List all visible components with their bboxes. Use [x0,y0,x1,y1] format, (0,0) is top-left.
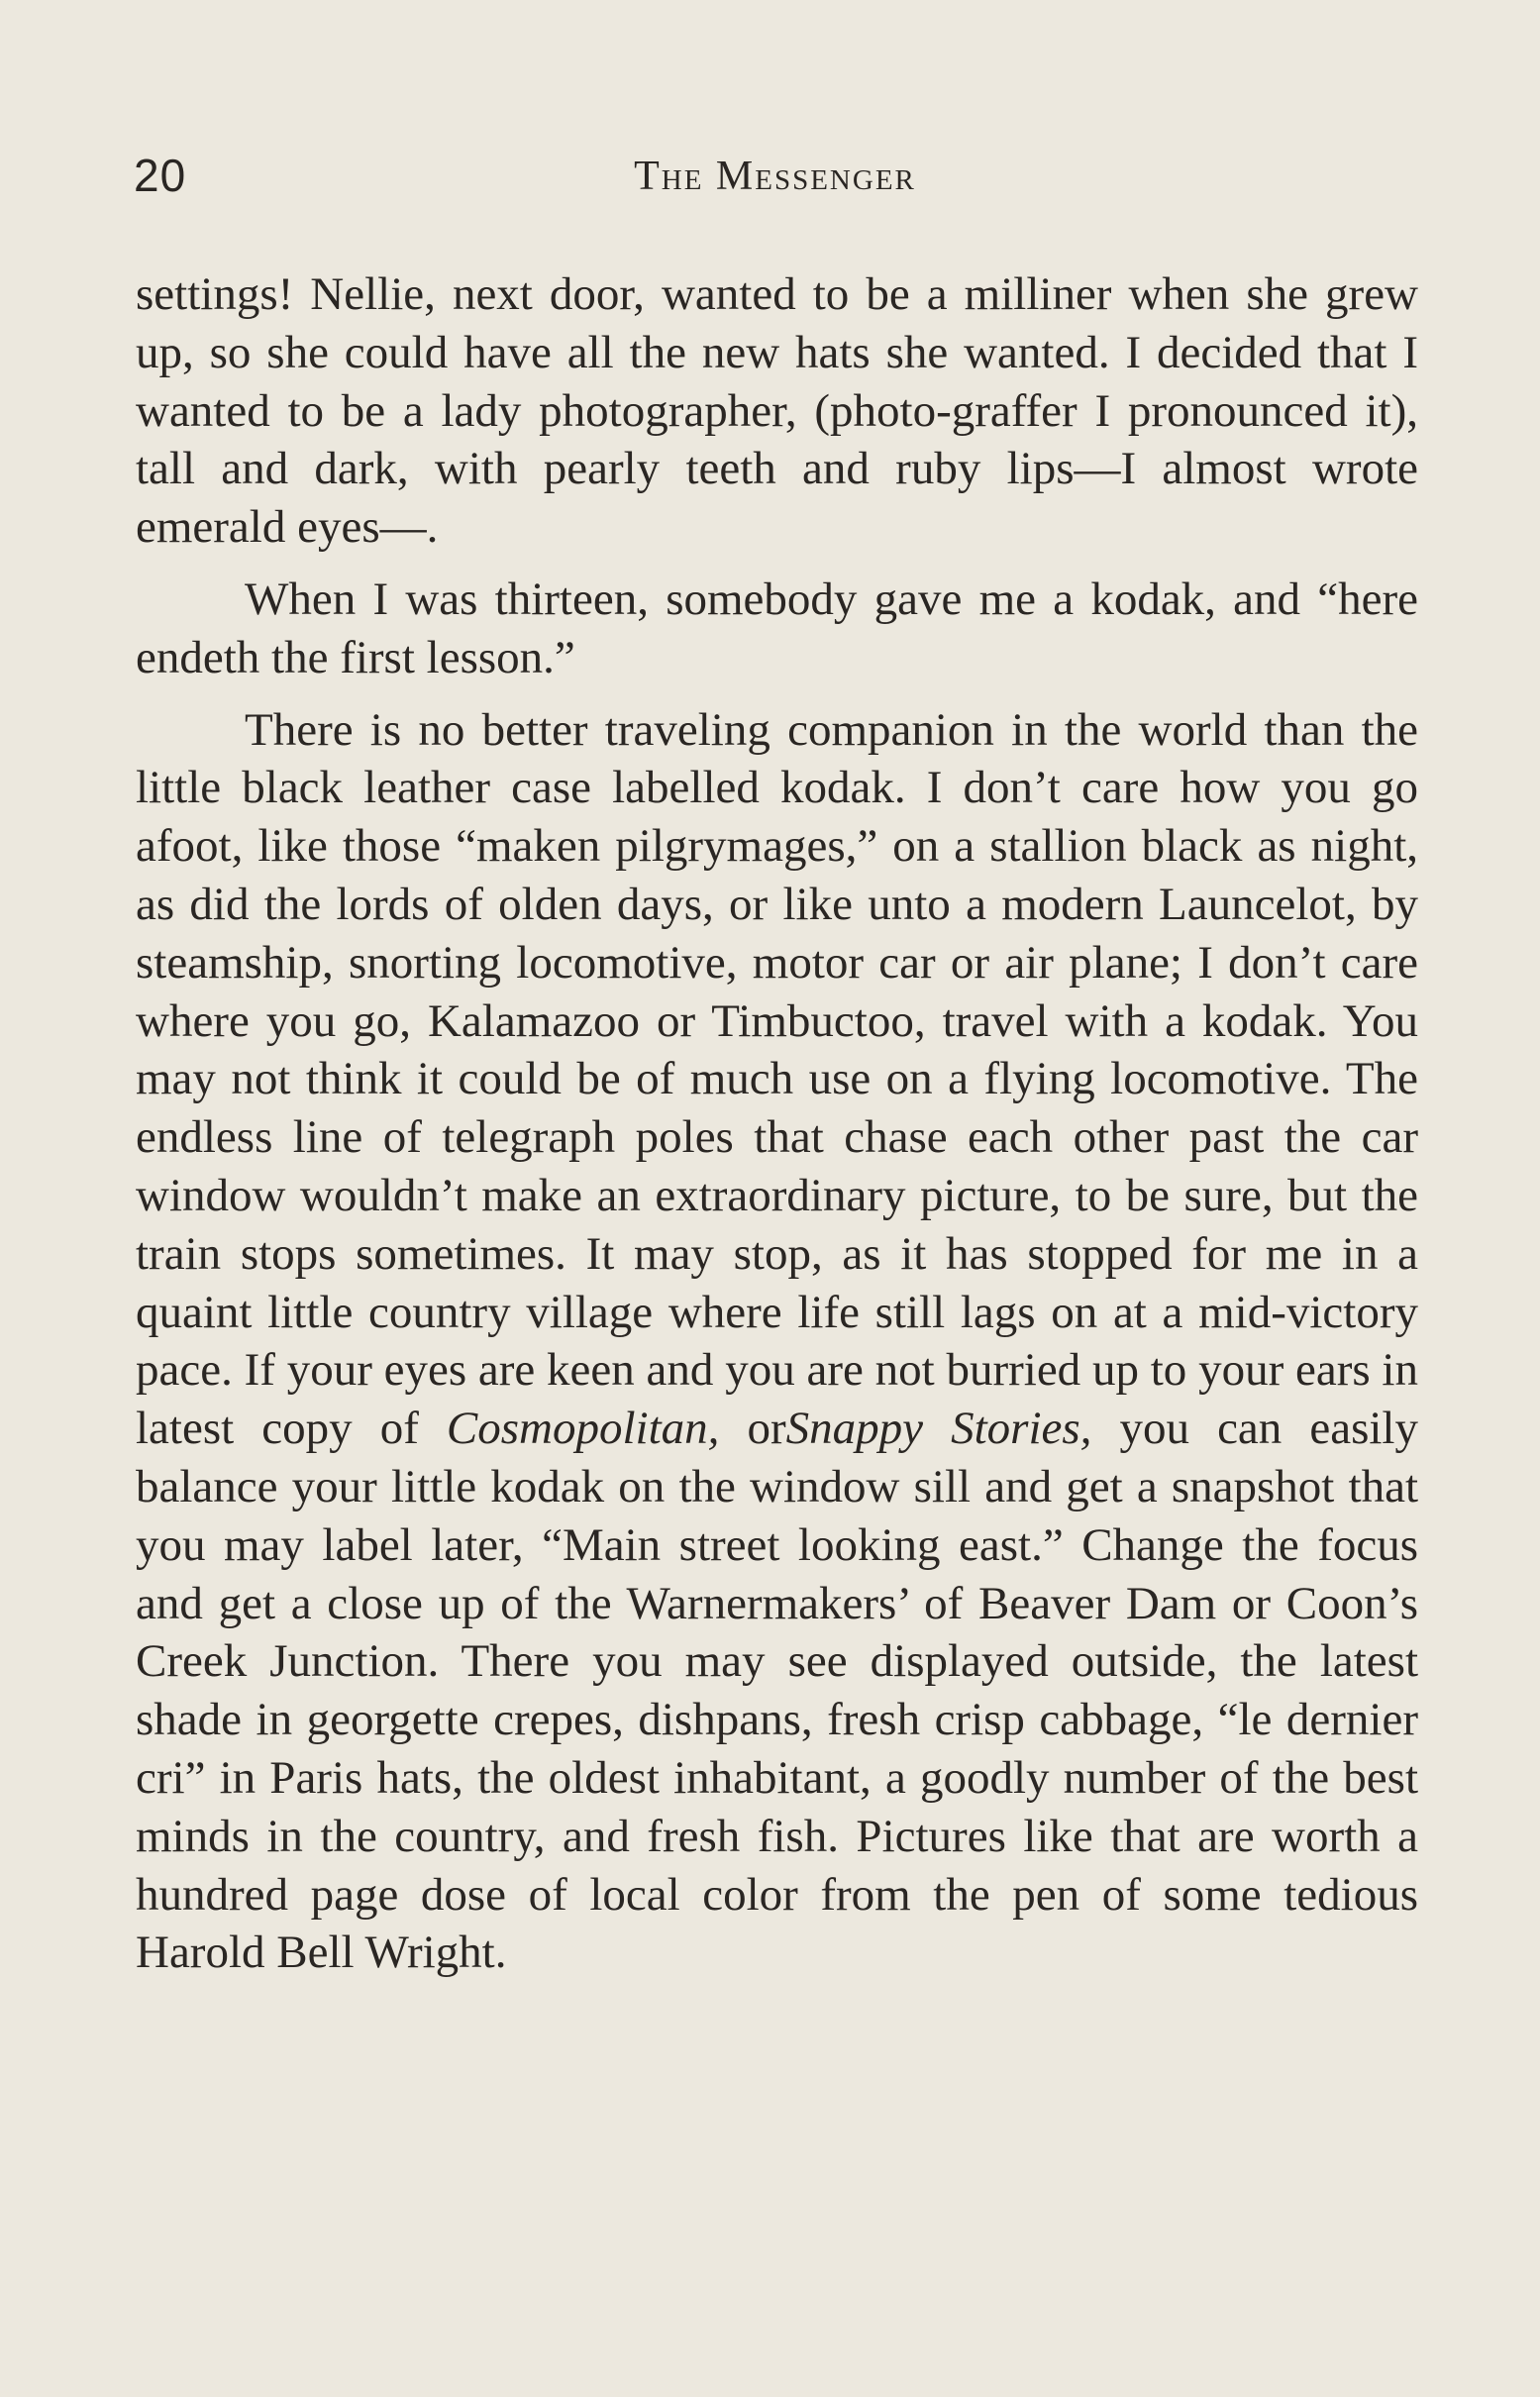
running-title: The Messenger [634,154,916,199]
paragraph-2: When I was thirteen, somebody gave me a kodak, and “here endeth the first lesson.” [136,573,1418,683]
page-number: 20 [134,150,187,201]
paragraph-3-text-a: There is no better traveling companion in the world than the little black leather case labelled kodak. I don’t care how you go afoot, like those “maken pilgrymages,” on a stallion black as night, as did the lords of olden days, or like unto a modern Launcelot, by steamship, snorting locomotive, motor car or air plane; I don’t care where you go, Kalamazoo or Timbuctoo, travel with a kodak. You may not think it could be of much use on a flying locomotive. The endless line of telegraph poles that chase each other past the car window wouldn’t make an extraordinary picture, to be sure, but the train stops sometimes. It may stop, as it has stopped for me in a quaint little country village where life still lags on at a mid-victory pace. If your eyes are keen and you are not burried up to your ears in latest copy of [136,703,1418,1455]
body-text [136,265,1418,1982]
magazine-title-snappy-stories: Snappy Stories, [785,1403,1092,1455]
page-header [134,149,1416,208]
magazine-title-cosmopolitan: Cosmopolitan, [446,1403,720,1455]
paragraph-1: settings! Nellie, next door, wanted to be a milliner when she grew up, so she could have all the new hats she wanted. I decided that I wanted to be a lady photographer, (photo-graffer I pronounced it), tall and dark, with pearly teeth and ruby lips—I almost wrote emerald eyes—. [136,268,1418,554]
paragraph-3 [136,701,1418,1983]
paragraph-3-text-c: you can easily balance your little kodak on the window sill and get a snapshot that you may label later, “Main street looking east.” Change the focus and get a close up of the Warnermakers’ of Beaver Dam or Coon’s Creek Junction. There you may see displayed outside, the latest shade in georgette crepes, dishpans, fresh crisp cabbage, “le dernier cri” in Paris hats, the oldest inhabitant, a goodly number of the best minds in the country, and fresh fish. Pictures like that are worth a hundred page dose of local color from the pen of some tedious Harold Bell Wright. [136,1403,1418,1979]
paragraph-3-text-b: or [719,1403,786,1455]
